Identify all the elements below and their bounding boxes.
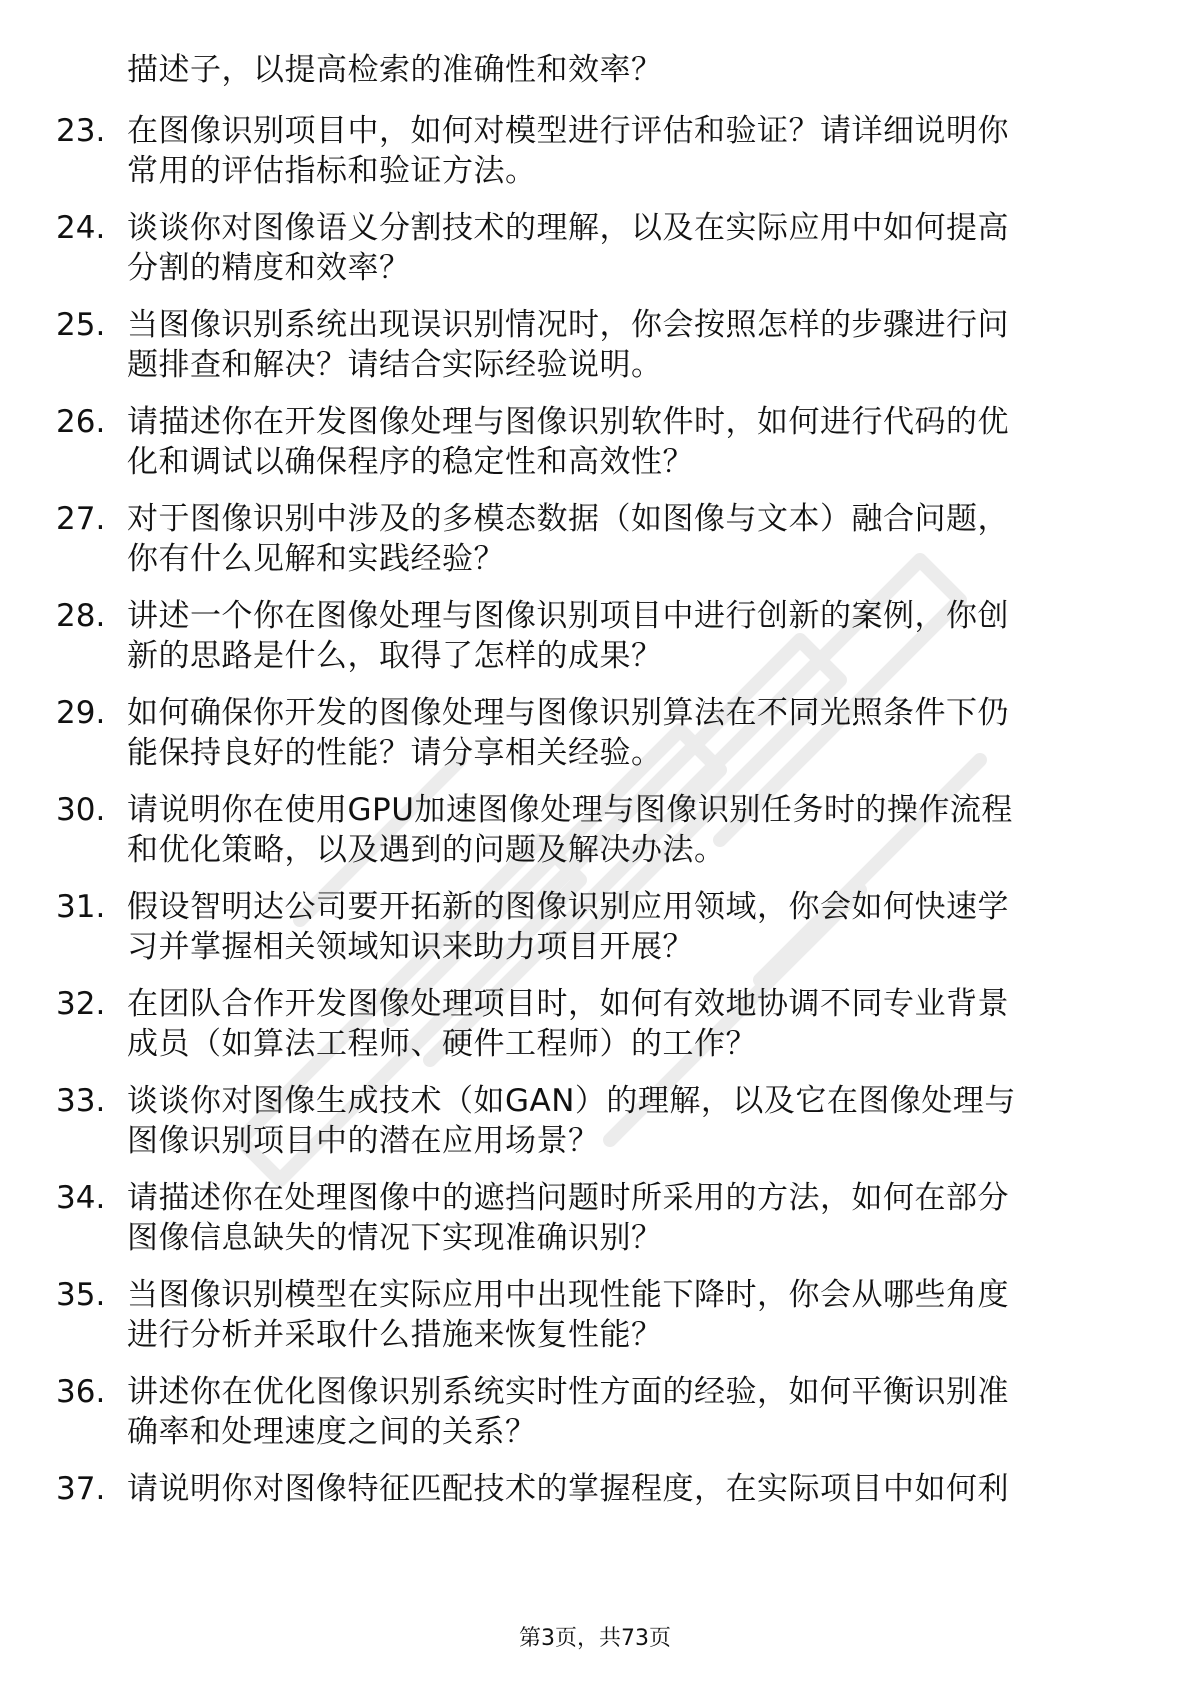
question-line: 对于图像识别中涉及的多模态数据（如图像与文本）融合问题， <box>127 501 1009 537</box>
question-number: 28. <box>56 598 106 634</box>
question-text <box>127 1469 1107 1509</box>
question-line: 进行分析并采取什么措施来恢复性能？ <box>127 1317 663 1353</box>
question-text <box>127 111 1107 191</box>
question-line: 确率和处理速度之间的关系？ <box>127 1414 537 1450</box>
list-item <box>0 984 1190 1081</box>
question-text <box>127 1178 1107 1258</box>
question-line: 和优化策略，以及遇到的问题及解决办法。 <box>127 832 726 868</box>
question-line: 习并掌握相关领域知识来助力项目开展？ <box>127 929 694 965</box>
question-text <box>127 693 1107 773</box>
question-line: 图像识别项目中的潜在应用场景？ <box>127 1123 600 1159</box>
question-line: 分割的精度和效率？ <box>127 250 411 286</box>
question-number: 25. <box>56 307 106 343</box>
question-line: 新的思路是什么，取得了怎样的成果？ <box>127 638 663 674</box>
list-item <box>0 887 1190 984</box>
page-footer: 第3页，共73页 <box>519 1626 671 1651</box>
question-line: 谈谈你对图像语义分割技术的理解，以及在实际应用中如何提高 <box>127 210 1009 246</box>
list-item <box>0 499 1190 596</box>
question-line: 题排查和解决？请结合实际经验说明。 <box>127 347 663 383</box>
question-number: 23. <box>56 113 106 149</box>
question-line: 请说明你对图像特征匹配技术的掌握程度，在实际项目中如何利 <box>127 1471 1009 1507</box>
question-number: 36. <box>56 1374 106 1410</box>
question-text <box>127 596 1107 676</box>
continuation-text: 描述子，以提高检索的准确性和效率？ <box>127 52 663 88</box>
list-item <box>0 693 1190 790</box>
question-number: 24. <box>56 210 106 246</box>
list-item <box>0 402 1190 499</box>
question-number: 37. <box>56 1471 106 1507</box>
question-line: 成员（如算法工程师、硬件工程师）的工作？ <box>127 1026 757 1062</box>
question-number: 31. <box>56 889 106 925</box>
question-line: 化和调试以确保程序的稳定性和高效性？ <box>127 444 694 480</box>
question-line: 如何确保你开发的图像处理与图像识别算法在不同光照条件下仍 <box>127 695 1009 731</box>
question-number: 30. <box>56 792 106 828</box>
question-line: 在团队合作开发图像处理项目时，如何有效地协调不同专业背景 <box>127 986 1009 1022</box>
question-line: 假设智明达公司要开拓新的图像识别应用领域，你会如何快速学 <box>127 889 1009 925</box>
question-line: 常用的评估指标和验证方法。 <box>127 153 537 189</box>
question-line: 讲述你在优化图像识别系统实时性方面的经验，如何平衡识别准 <box>127 1374 1009 1410</box>
question-line: 请描述你在处理图像中的遮挡问题时所采用的方法，如何在部分 <box>127 1180 1009 1216</box>
question-line: 能保持良好的性能？请分享相关经验。 <box>127 735 663 771</box>
question-number: 35. <box>56 1277 106 1313</box>
question-text <box>127 1275 1107 1355</box>
question-line: 谈谈你对图像生成技术（如GAN）的理解，以及它在图像处理与 <box>127 1083 1016 1119</box>
question-number: 27. <box>56 501 106 537</box>
list-item <box>0 111 1190 208</box>
list-item <box>0 208 1190 305</box>
question-number: 34. <box>56 1180 106 1216</box>
question-number: 26. <box>56 404 106 440</box>
question-line: 请描述你在开发图像处理与图像识别软件时，如何进行代码的优 <box>127 404 1009 440</box>
question-line: 图像信息缺失的情况下实现准确识别？ <box>127 1220 663 1256</box>
list-item <box>0 596 1190 693</box>
question-number: 29. <box>56 695 106 731</box>
question-list <box>0 111 1190 1566</box>
question-text <box>127 887 1107 967</box>
question-text <box>127 402 1107 482</box>
question-text <box>127 1081 1107 1161</box>
question-line: 你有什么见解和实践经验？ <box>127 541 505 577</box>
question-text <box>127 305 1107 385</box>
question-line: 当图像识别模型在实际应用中出现性能下降时，你会从哪些角度 <box>127 1277 1009 1313</box>
question-line: 在图像识别项目中，如何对模型进行评估和验证？请详细说明你 <box>127 113 1009 149</box>
question-line: 请说明你在使用GPU加速图像处理与图像识别任务时的操作流程 <box>127 792 1013 828</box>
list-item <box>0 1081 1190 1178</box>
list-item <box>0 790 1190 887</box>
question-text <box>127 499 1107 579</box>
question-number: 32. <box>56 986 106 1022</box>
list-item <box>0 305 1190 402</box>
question-text <box>127 208 1107 288</box>
question-line: 讲述一个你在图像处理与图像识别项目中进行创新的案例，你创 <box>127 598 1009 634</box>
question-text <box>127 790 1107 870</box>
question-text <box>127 984 1107 1064</box>
list-item <box>0 1178 1190 1275</box>
question-number: 33. <box>56 1083 106 1119</box>
question-line: 当图像识别系统出现误识别情况时，你会按照怎样的步骤进行问 <box>127 307 1009 343</box>
question-text <box>127 1372 1107 1452</box>
list-item <box>0 1275 1190 1372</box>
list-item <box>0 1372 1190 1469</box>
list-item <box>0 1469 1190 1566</box>
